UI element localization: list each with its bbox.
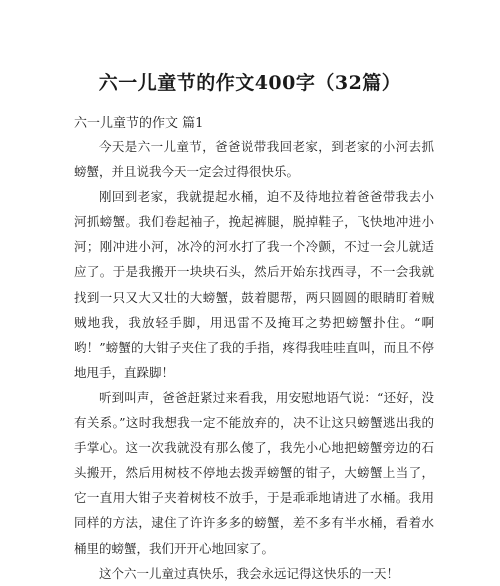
- paragraph-4: 这个六一儿童过真快乐，我会永远记得这快乐的一天！: [99, 565, 400, 581]
- essay-subtitle: 六一儿童节的作文 篇1: [74, 116, 204, 131]
- essay-body: [74, 134, 434, 586]
- paragraph-2: 刚回到老家，我就提起水桶，迫不及待地拉着爸爸带我去小河抓螃蟹。我们卷起袖子，挽起裤腿，脱掉鞋子，飞快地冲进小河；刚冲进小河，冰冷的河水打了我一个冷颤，不过一会儿就适应了。于是我搬开一块块石头，然后开始东找西寻，不一会我就找到一只又大又壮的大螃蟹，鼓着腮帮，两只圆圆的眼睛盯着贼贼地我，我放轻手脚，用迅雷不及掩耳之势把螃蟹扑住。“啊哟！”螃蟹的大钳子夹住了我的手指，疼得我哇哇直叫，而且不停地甩手，直跺脚！: [74, 189, 434, 380]
- document-title: 六一儿童节的作文400字（32篇）: [98, 72, 402, 94]
- paragraph-3: 听到叫声，爸爸赶紧过来看我，用安慰地语气说：“还好，没有关系。”这时我想我一定不能放弃的，决不让这只螃蟹逃出我的手掌心。这一次我就没有那么傻了，我先小心地把螃蟹旁边的石头搬开，然后用树枝不停地去拨弄螃蟹的钳子，大螃蟹上当了，它一直用大钳子夹着树枝不放手，于是乖乖地请进了水桶。我用同样的方法，逮住了许许多多的螃蟹，差不多有半水桶，看着水桶里的螃蟹，我们开开心地回家了。: [74, 389, 434, 556]
- paragraph-1: 今天是六一儿童节，爸爸说带我回老家，到老家的小河去抓螃蟹，并且说我今天一定会过得很快乐。: [74, 139, 434, 180]
